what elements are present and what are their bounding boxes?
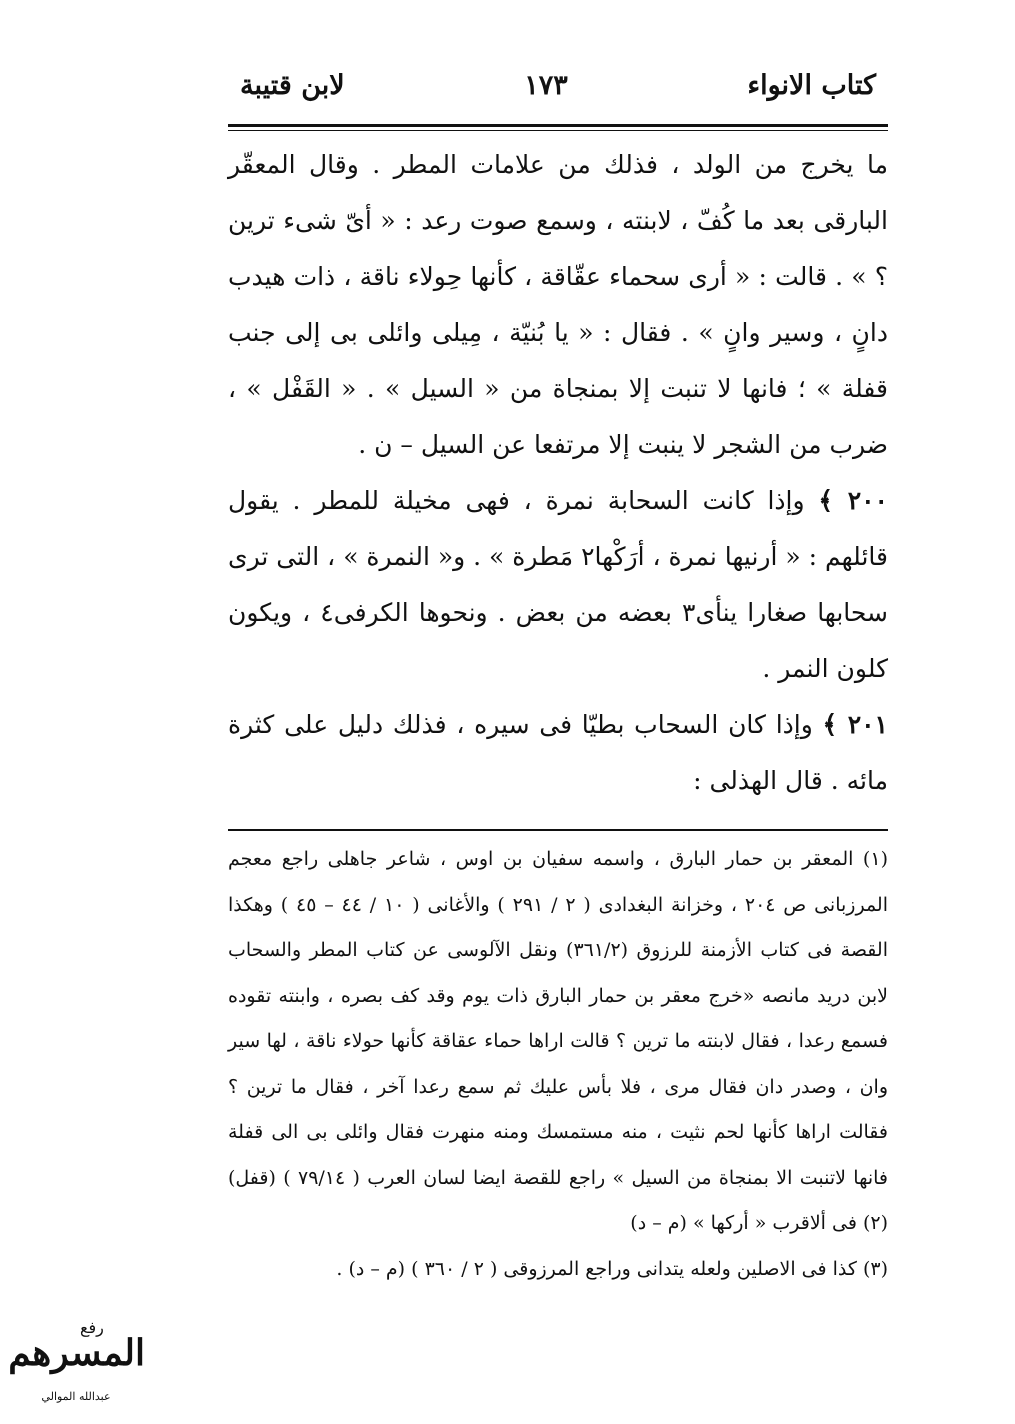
stamp-top-text: رفع [80,1318,104,1337]
paragraph-1: ما يخرج من الولد ، فذلك من علامات المطر . وقال المعقّر البارقى بعد ما كُفّ ، لابنته ، وسمع صوت رعد : « أىّ شىء ترين ؟ » . قالت : « أرى سحماء عقّاقة ، كأنها حِولاء ناقة ، ذات هيدب دانٍ ، وسير وانٍ » . فقال : « يا بُنيّة ، مِيلى وائلى بى إلى جنب قفلة » ؛ فانها لا تنبت إلا بمنجاة من « السيل » . « القَفْل » ، ضرب من الشجر لا ينبت إلا مرتفعا عن السيل – ن . [228,150,888,459]
page-number: ١٧٣ [524,70,568,101]
paragraph-200-text: وإذا كانت السحابة نمرة ، فهى مخيلة للمطر . يقول قائلهم : « أرنيها نمرة ، أرَكْها٢ مَطرة » . و« النمرة » ، التى ترى سحابها صغارا ينأى٣ بعضه من بعض . ونحوها الكرفى٤ ، ويكون كلون النمر . [228,486,888,683]
author-name: لابن قتيبة [240,70,345,101]
book-title: كتاب الانواء [747,70,876,101]
section-number-201: ٢٠١ ﴾ [822,710,888,739]
stamp-main-text: المسرهم [8,1332,145,1374]
book-page [228,70,888,1292]
footnote-1-2 [228,837,888,1247]
footnote-1: (١) المعقر بن حمار البارق ، واسمه سفيان بن اوس ، شاعر جاهلى راجع معجم المرزبانى ص ٢٠٤ ، وخزانة البغدادى ( ٢ / ٢٩١ ) والأغانى ( ١٠ / ٤٤ – ٤٥ ) وهكذا القصة فى كتاب الأزمنة للرزوق (٣٦١/٢) ونقل الآلوسى عن كتاب المطر والسحاب لابن دريد مانصه «خرج معقر بن حمار البارق ذات يوم وقد كف بصره ، وابنته تقوده فسمع رعدا ، فقال لابنته ما ترين ؟ قالت اراها حماء عقاقة كأنها حولاء ناقة ، لها سير وان ، وصدر دان فقال مرى ، فلا بأس عليك ثم سمع رعدا آخر ، فقال ما ترين ؟ فقالت اراها كأنها لحم نثيت ، منه مستمسك ومنه منهرت فقال وائلى بى الى قفلة فانها لاتنبت الا بمنجاة من السيل » راجع للقصة ايضا لسان العرب ( ٧٩/١٤ ) (قفل) [228,848,888,1189]
footnote-2: (٢) فى ألاقرب « أركها » (م – د) [630,1212,888,1234]
stamp-sub-text: عبدالله الموالي [41,1390,111,1403]
paragraph-200 [228,473,888,697]
footnote-rule [228,829,888,831]
section-number-200: ٢٠٠ ﴾ [818,486,888,515]
running-header [228,70,888,120]
footnotes [228,837,888,1292]
library-stamp-logo [10,1318,145,1410]
paragraph-201-text: وإذا كان السحاب بطيّا فى سيره ، فذلك دليل على كثرة مائه . قال الهذلى : [228,710,888,795]
main-text [228,137,888,809]
header-rule-thin [228,130,888,131]
paragraph-201 [228,697,888,809]
header-rule-thick [228,124,888,127]
footnote-3: (٣) كذا فى الاصلين ولعله يتدانى وراجع المرزوقى ( ٢ / ٣٦٠ ) (م – د) . [336,1257,888,1280]
